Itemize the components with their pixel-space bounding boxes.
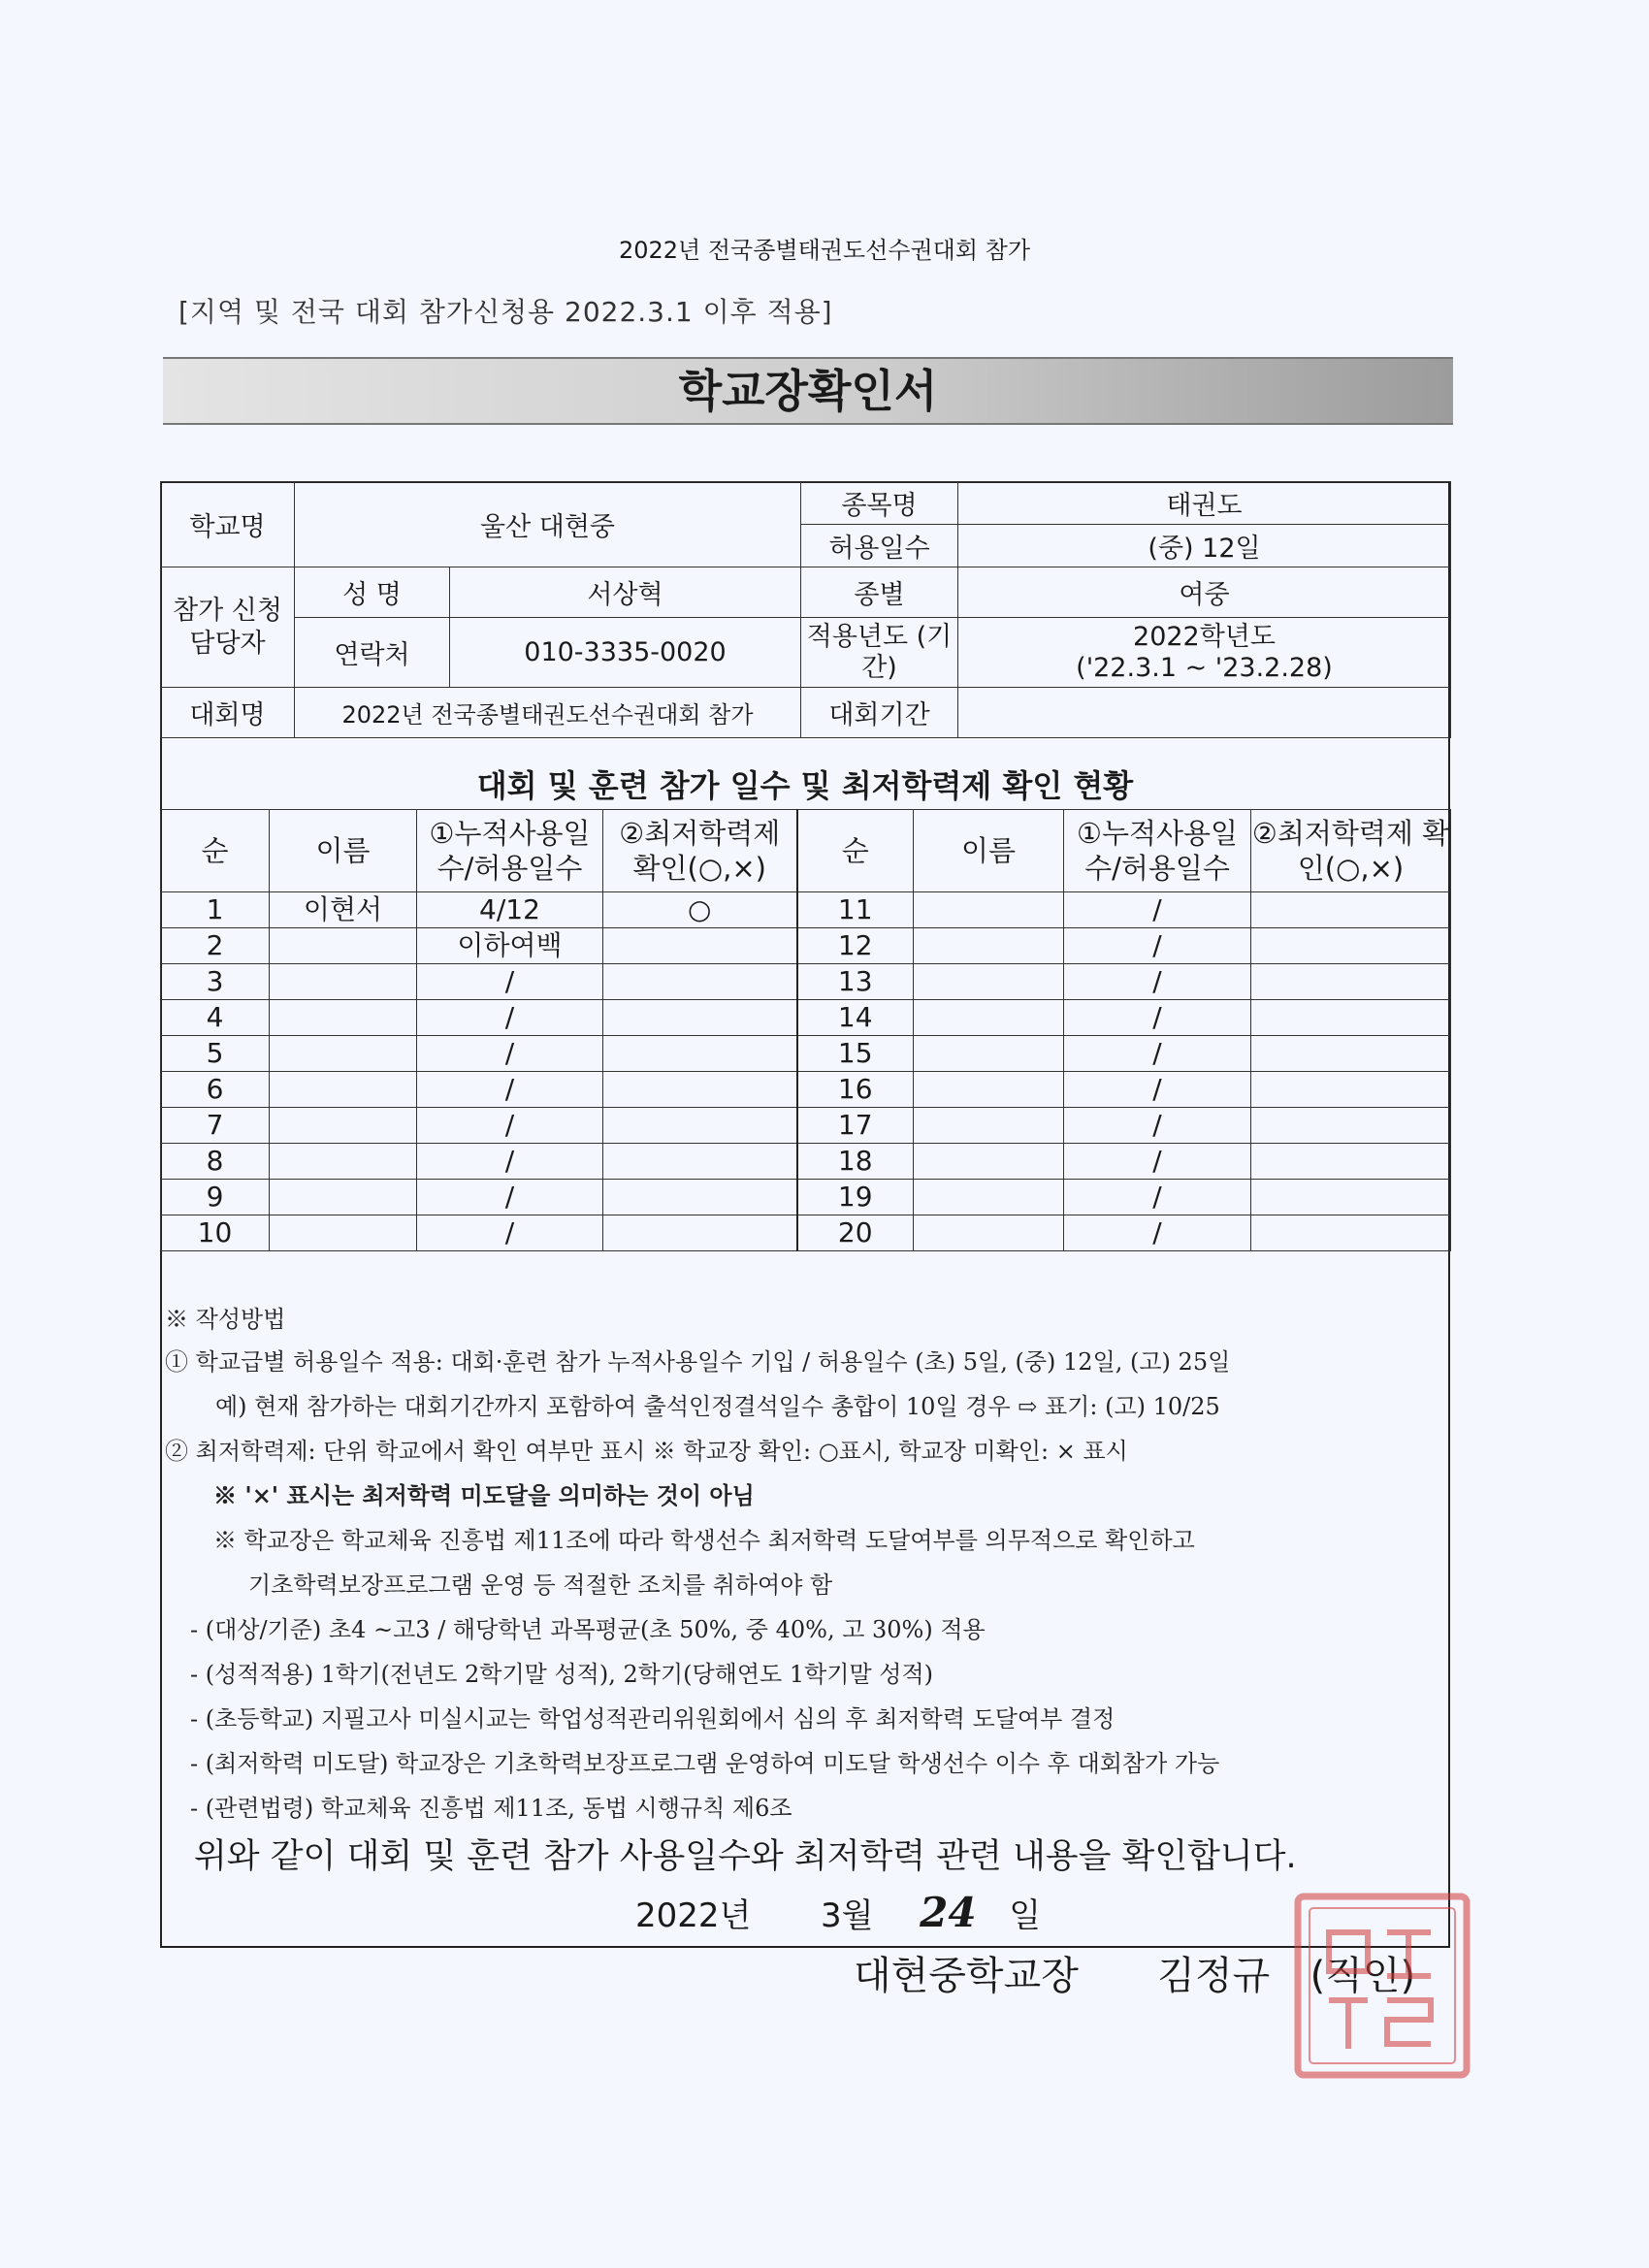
note-line: - (초등학교) 지필고사 미실시교는 학업성적관리위원회에서 심의 후 최저학력 도달여부 결정 [190,1705,1116,1733]
note-line: 기초학력보장프로그램 운영 등 적절한 조치를 취하여야 함 [248,1571,833,1599]
name-value: 서상혁 [450,567,801,618]
contact-value: 010-3335-0020 [450,618,801,688]
row-days: / [1064,1180,1251,1215]
row-name: 이현서 [270,892,417,928]
row-days: / [1064,1215,1251,1251]
name-label: 성 명 [295,567,450,618]
row-name [914,1036,1064,1072]
row-days: / [1064,1000,1251,1036]
table-row [161,928,1451,964]
table-row [161,1144,1451,1180]
row-days: / [417,1108,603,1144]
row-check [603,1000,797,1036]
status-table [160,809,1451,1251]
row-no: 15 [797,1036,914,1072]
row-name [914,892,1064,928]
row-days: 4/12 [417,892,603,928]
row-check [603,1215,797,1251]
row-check [1251,892,1451,928]
category-value: 여중 [958,567,1451,618]
row-name [270,964,417,1000]
row-check [603,1108,797,1144]
row-check [603,964,797,1000]
row-no: 10 [161,1215,270,1251]
row-days: / [417,1215,603,1251]
note-line: - (최저학력 미도달) 학교장은 기초학력보장프로그램 운영하여 미도달 학생선수 이수 후 대회참가 가능 [190,1750,1220,1777]
seal-note: (직인) [1310,1954,1416,1998]
row-days: / [417,1000,603,1036]
subtitle: [지역 및 전국 대회 참가신청용 2022.3.1 이후 적용] [178,296,833,328]
row-name [270,1180,417,1215]
allowed-days-label: 허용일수 [801,525,958,567]
row-days: / [1064,1036,1251,1072]
year-cell [958,618,1451,688]
col-no-right: 순 [797,810,914,892]
table-row [161,1180,1451,1215]
year-label: 적용년도 (기간) [801,618,958,688]
row-check [1251,1180,1451,1215]
confirmation-sentence: 위와 같이 대회 및 훈련 참가 사용일수와 최저학력 관련 내용을 확인합니다. [194,1837,1297,1876]
sport-label: 종목명 [801,482,958,525]
row-days: / [1064,928,1251,964]
row-no: 17 [797,1108,914,1144]
row-days: 이하여백 [417,928,603,964]
row-days: / [417,1072,603,1108]
date-line [635,1889,1041,1936]
row-no: 9 [161,1180,270,1215]
row-days: / [417,1144,603,1180]
event-value: 2022년 전국종별태권도선수권대회 참가 [295,688,801,738]
table-row [161,1000,1451,1036]
category-label: 종별 [801,567,958,618]
row-no: 6 [161,1072,270,1108]
col-name-right: 이름 [914,810,1064,892]
note-line: ② 최저학력제: 단위 학교에서 확인 여부만 표시 ※ 학교장 확인: ○표시, 학교장 미확인: × 표시 [165,1438,1128,1465]
official-seal-stamp [1290,1889,1474,2083]
col-check-left: ②최저학력제 확인(○,×) [603,810,797,892]
table-row [161,1036,1451,1072]
school-label: 학교명 [161,482,295,567]
table-row [161,1072,1451,1108]
top-title: 2022년 전국종별태권도선수권대회 참가 [618,237,1031,264]
row-name [914,1108,1064,1144]
row-no: 18 [797,1144,914,1180]
col-days-left: ①누적사용일 수/허용일수 [417,810,603,892]
row-name [914,1072,1064,1108]
document-title: 학교장확인서 [163,357,1453,425]
row-name [914,1180,1064,1215]
row-check [1251,1144,1451,1180]
col-days-right: ①누적사용일 수/허용일수 [1064,810,1251,892]
row-name [270,928,417,964]
row-check [1251,1000,1451,1036]
row-days: / [1064,1072,1251,1108]
period-value [958,688,1451,738]
event-label: 대회명 [161,688,295,738]
row-no: 16 [797,1072,914,1108]
period-label: 대회기간 [801,688,958,738]
col-no-left: 순 [161,810,270,892]
row-days: / [417,964,603,1000]
date-day-suffix: 일 [1009,1896,1042,1935]
row-no: 14 [797,1000,914,1036]
row-days: / [1064,892,1251,928]
row-no: 5 [161,1036,270,1072]
row-days: / [1064,1108,1251,1144]
info-table [160,481,1451,738]
row-check: ○ [603,892,797,928]
note-line: 예) 현재 참가하는 대회기간까지 포함하여 출석인정결석일수 총합이 10일 경우 ⇨ 표기: (고) 10/25 [215,1393,1220,1420]
col-name-left: 이름 [270,810,417,892]
row-check [603,1180,797,1215]
row-no: 1 [161,892,270,928]
row-check [603,1144,797,1180]
row-name [270,1144,417,1180]
row-days: / [1064,964,1251,1000]
col-check-right: ②최저학력제 확인(○,×) [1251,810,1451,892]
row-name [270,1108,417,1144]
row-name [270,1215,417,1251]
row-check [1251,1215,1451,1251]
table-row [161,1215,1451,1251]
date-year: 2022년 [635,1896,752,1935]
date-month: 3월 [821,1896,874,1935]
row-check [603,928,797,964]
row-check [603,1072,797,1108]
row-name [270,1072,417,1108]
date-day-handwritten: 24 [920,1889,977,1936]
year-period: ('22.3.1 ~ '23.2.28) [1076,652,1333,683]
year-value: 2022학년도 [1133,621,1276,652]
row-name [270,1036,417,1072]
row-check [1251,1072,1451,1108]
note-line: - (대상/기준) 초4 ~고3 / 해당학년 과목평균(초 50%, 중 40%, 고 30%) 적용 [190,1616,986,1643]
note-line: ① 학교급별 허용일수 적용: 대회·훈련 참가 누적사용일수 기입 / 허용일수 (초) 5일, (중) 12일, (고) 25일 [165,1348,1231,1376]
row-name [914,1144,1064,1180]
row-check [603,1036,797,1072]
signer-name: 김정규 [1157,1954,1271,1998]
notes-title: ※ 작성방법 [165,1306,286,1333]
row-name [914,1000,1064,1036]
row-no: 3 [161,964,270,1000]
status-heading: 대회 및 훈련 참가 일수 및 최저학력제 확인 현황 [160,762,1450,810]
note-line: - (관련법령) 학교체육 진흥법 제11조, 동법 시행규칙 제6조 [190,1795,792,1822]
note-line: ※ '×' 표시는 최저학력 미도달을 의미하는 것이 아님 [213,1481,755,1509]
row-check [1251,1036,1451,1072]
row-name [270,1000,417,1036]
table-row [161,964,1451,1000]
allowed-days-value: (중) 12일 [958,525,1451,567]
sport-value: 태권도 [958,482,1451,525]
row-check [1251,1108,1451,1144]
row-no: 8 [161,1144,270,1180]
school-value: 울산 대현중 [295,482,801,567]
row-no: 11 [797,892,914,928]
signer-title: 대현중학교장 [854,1954,1079,1998]
manager-label: 참가 신청 담당자 [161,567,295,688]
table-row [161,892,1451,928]
row-no: 20 [797,1215,914,1251]
row-no: 4 [161,1000,270,1036]
contact-label: 연락처 [295,618,450,688]
row-check [1251,928,1451,964]
row-no: 12 [797,928,914,964]
row-days: / [417,1036,603,1072]
row-no: 2 [161,928,270,964]
note-line: ※ 학교장은 학교체육 진흥법 제11조에 따라 학생선수 최저학력 도달여부를 의무적으로 확인하고 [213,1527,1195,1554]
row-no: 19 [797,1180,914,1215]
row-name [914,964,1064,1000]
table-row [161,1108,1451,1144]
row-name [914,928,1064,964]
row-no: 13 [797,964,914,1000]
row-no: 7 [161,1108,270,1144]
row-check [1251,964,1451,1000]
note-line: - (성적적용) 1학기(전년도 2학기말 성적), 2학기(당해연도 1학기말 성적) [190,1661,933,1688]
row-days: / [1064,1144,1251,1180]
row-days: / [417,1180,603,1215]
row-name [914,1215,1064,1251]
